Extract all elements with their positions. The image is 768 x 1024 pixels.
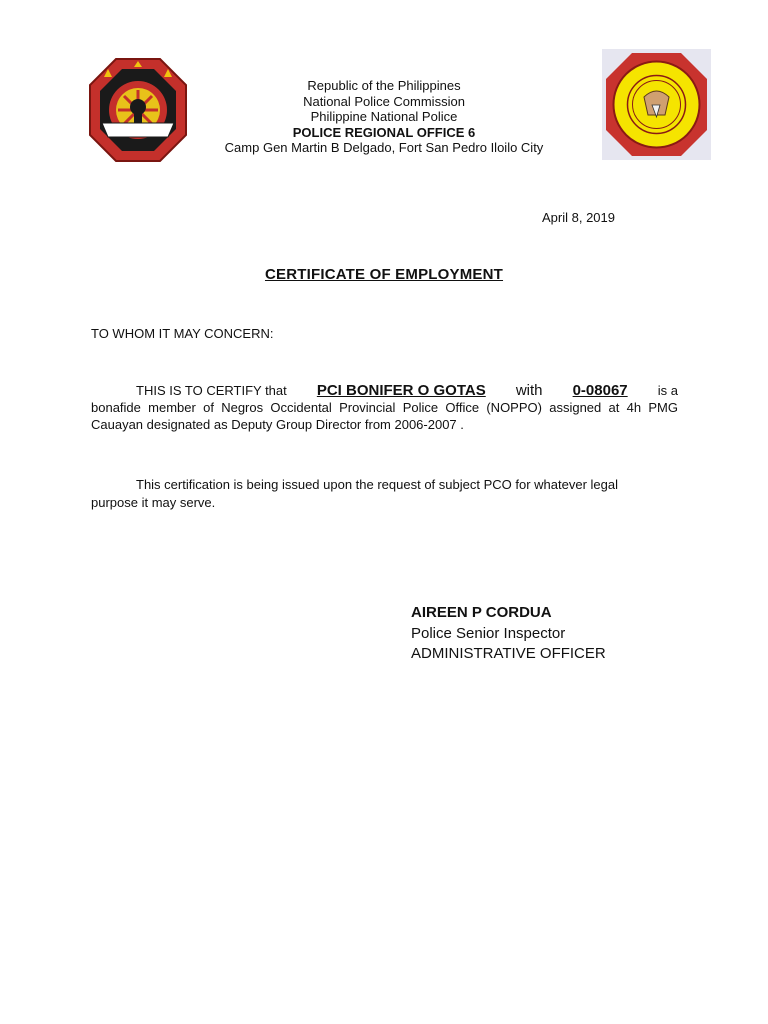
purpose-text <box>91 476 661 512</box>
letterhead <box>190 78 578 156</box>
with-word: with <box>515 382 543 399</box>
signature-block <box>411 603 606 665</box>
certification-details: bonafide member of Negros Occidental Provincial Police Office (NOPPO) assigned at 4h PMG Cauayan designated as Deputy Group Director from 2006-2007 . <box>91 400 678 432</box>
letterhead-address: Camp Gen Martin B Delgado, Fort San Pedro Iloilo City <box>224 140 544 155</box>
certification-first-line <box>91 382 678 399</box>
employee-name: PCI BONIFER O GOTAS <box>316 382 486 399</box>
letterhead-office: POLICE REGIONAL OFFICE 6 <box>292 124 476 140</box>
letterhead-republic: Republic of the Philippines <box>307 78 461 93</box>
document-date: April 8, 2019 <box>542 210 615 225</box>
letterhead-napolcom: National Police Commission <box>303 93 465 109</box>
certification-paragraph <box>91 382 678 433</box>
document-title: CERTIFICATE OF EMPLOYMENT <box>264 266 504 283</box>
signatory-name: AIREEN P CORDUA <box>411 604 552 621</box>
signatory-rank: Police Senior Inspector <box>411 624 566 642</box>
is-a-word: is a <box>657 383 678 398</box>
purpose-paragraph <box>91 476 661 512</box>
employee-id: 0-08067 <box>572 382 628 399</box>
salutation: TO WHOM IT MAY CONCERN: <box>91 326 274 341</box>
letterhead-pnp: Philippine National Police <box>310 109 458 124</box>
pro6-seal-icon <box>602 49 711 160</box>
pnp-seal-icon <box>88 57 188 163</box>
signatory-position: ADMINISTRATIVE OFFICER <box>411 645 606 662</box>
certify-intro: THIS IS TO CERTIFY that <box>136 383 287 398</box>
purpose-content: This certification is being issued upon the request of subject PCO for whatever legal purpose it may serve. <box>91 477 618 510</box>
